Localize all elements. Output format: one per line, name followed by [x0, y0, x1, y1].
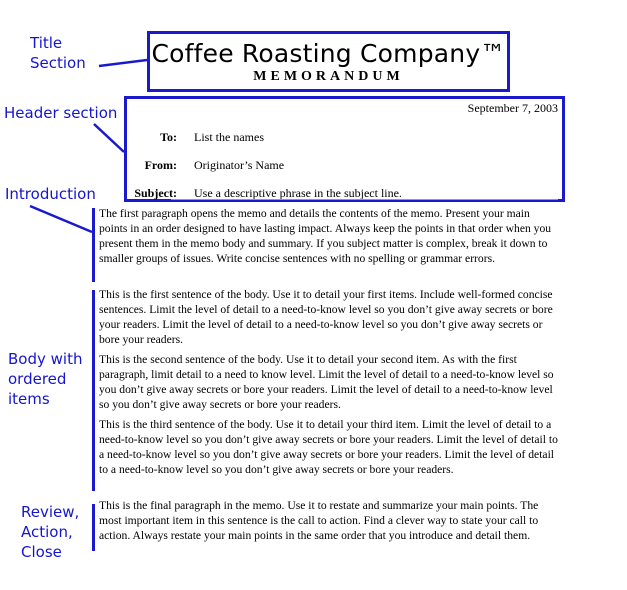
intro-bar [92, 208, 95, 282]
subject-value: Use a descriptive phrase in the subject line. [194, 186, 402, 200]
annotation-line: Close [21, 543, 62, 561]
closing-bar [92, 504, 95, 551]
company-name: Coffee Roasting Company™ [151, 39, 506, 68]
review-annotation [21, 502, 79, 562]
body-paragraph-2: This is the second sentence of the body. Use it to detail your second item. As with the first paragraph, limit detail to a need to know level. Limit the level of detail to a need-to-know level so you don’t give away secrets or bore your readers. Limit the level of detail to a need-to-know level so you don’t give away secrets or bore your readers. [99, 353, 554, 411]
subject-label: Subject: [134, 186, 177, 200]
from-label: From: [144, 158, 177, 172]
header-connector-line [94, 124, 124, 152]
body-annotation [8, 349, 82, 409]
intro-paragraph: The first paragraph opens the memo and details the contents of the memo. Present your main points in an order designed to have lasting impact. Always keep the points in that order when you present them in the memo body and summary. If you subject matter is complex, break it down to smaller groups of issues. Write concise sentences with no spelling or grammar errors. [99, 207, 552, 265]
memo-date: September 7, 2003 [467, 101, 558, 115]
annotation-line: items [8, 390, 50, 408]
from-value: Originator’s Name [194, 158, 285, 172]
to-label: To: [160, 130, 177, 144]
closing-paragraph: This is the final paragraph in the memo. Use it to restate and summarize your main points. The most important item in this sentence is the call to action. Find a clever way to state your call to action. Always restate your main points in the same order that you introduce and detail them. [99, 499, 539, 542]
annotation-line: Review, [21, 503, 80, 521]
header-section-annotation: Header section [4, 104, 118, 122]
header-section-box [124, 96, 565, 202]
annotation-line: ordered [8, 370, 67, 388]
intro-connector-line [30, 206, 92, 232]
title-connector-line [99, 60, 147, 66]
introduction-annotation: Introduction [5, 185, 96, 203]
body-paragraph-1: This is the first sentence of the body. Use it to detail your first items. Include well-formed concise sentences. Limit the level of detail to a need-to-know level so you don’t give away secrets or bore your readers. Limit the level of detail to a need-to-know level so you don’t give away secrets or bore your readers. [99, 288, 553, 346]
title-section-box [147, 31, 510, 92]
annotation-line: Title [30, 34, 63, 52]
body-paragraph-3: This is the third sentence of the body. Use it to detail your third item. Limit the level of detail to a need-to-know level so you don’t give away secrets or bore your readers. Limit the level of detail to a need-to-know level so you don’t give away secrets or bore your readers. Limit the level of detail to a need-to-know level so you don’t give away secrets or bore your readers. [99, 418, 558, 476]
header-divider [171, 199, 558, 200]
title-section-annotation [30, 33, 86, 73]
annotation-line: Body with [8, 350, 83, 368]
to-value: List the names [194, 130, 264, 144]
memorandum-heading: MEMORANDUM [253, 69, 404, 84]
annotation-line: Section [30, 54, 86, 72]
body-bar [92, 290, 95, 491]
annotation-line: Action, [21, 523, 73, 541]
